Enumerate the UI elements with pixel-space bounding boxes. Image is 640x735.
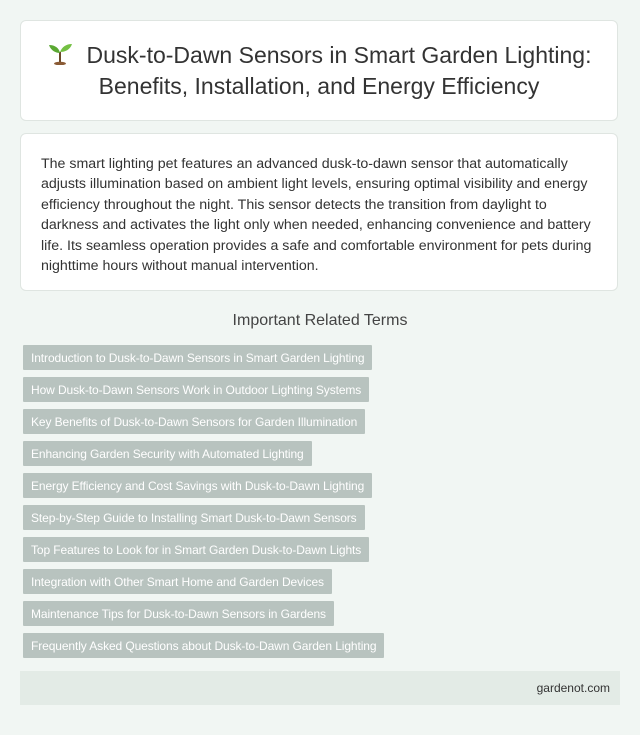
related-terms-heading: Important Related Terms bbox=[232, 312, 408, 329]
related-term-link[interactable]: How Dusk-to-Dawn Sensors Work in Outdoor Lighting Systems bbox=[23, 377, 369, 402]
related-term-link[interactable]: Key Benefits of Dusk-to-Dawn Sensors for Garden Illumination bbox=[23, 409, 365, 434]
related-term-link[interactable]: Energy Efficiency and Cost Savings with Dusk-to-Dawn Lighting bbox=[23, 473, 372, 498]
sprout-icon bbox=[47, 41, 73, 65]
description-card bbox=[20, 133, 618, 291]
title-card bbox=[20, 20, 618, 121]
related-terms-list bbox=[23, 345, 613, 665]
related-term-link[interactable]: Top Features to Look for in Smart Garden Dusk-to-Dawn Lights bbox=[23, 537, 369, 562]
related-term-link[interactable]: Integration with Other Smart Home and Garden Devices bbox=[23, 569, 332, 594]
related-term-link[interactable]: Maintenance Tips for Dusk-to-Dawn Sensors in Gardens bbox=[23, 601, 334, 626]
related-term-link[interactable]: Enhancing Garden Security with Automated Lighting bbox=[23, 441, 312, 466]
related-term-link[interactable]: Step-by-Step Guide to Installing Smart Dusk-to-Dawn Sensors bbox=[23, 505, 365, 530]
footer bbox=[20, 671, 620, 705]
description-text: The smart lighting pet features an advanced dusk-to-dawn sensor that automatically adjusts illumination based on ambient light levels, ensuring optimal visibility and energy efficiency throughout the night. This sensor detects the transition from daylight to darkness and activates the light only when needed, enhancing convenience and battery life. Its seamless operation provides a safe and comfortable environment for pets during nighttime hours without manual intervention. bbox=[41, 156, 592, 275]
page-title bbox=[21, 40, 617, 102]
related-term-link[interactable]: Frequently Asked Questions about Dusk-to-Dawn Garden Lighting bbox=[23, 633, 384, 658]
related-term-link[interactable]: Introduction to Dusk-to-Dawn Sensors in Smart Garden Lighting bbox=[23, 345, 372, 370]
page-title-text: Dusk-to-Dawn Sensors in Smart Garden Lighting: Benefits, Installation, and Energy Efficiency bbox=[86, 41, 592, 99]
footer-site-link[interactable]: gardenot.com bbox=[536, 681, 610, 695]
